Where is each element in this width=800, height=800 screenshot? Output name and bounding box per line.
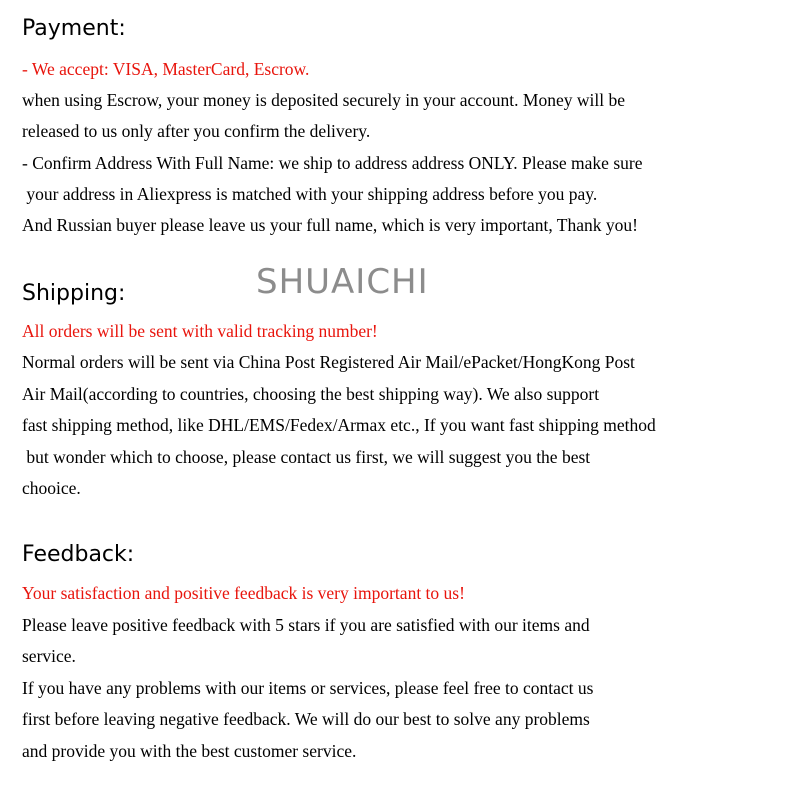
feedback-heading: Feedback:: [22, 542, 135, 567]
payment-line-russian-buyer: And Russian buyer please leave us your full name, which is very important, Thank you!: [22, 215, 638, 235]
payment-line-address-match: your address in Aliexpress is matched with your shipping address before you pay.: [22, 184, 598, 204]
feedback-line-five-stars: Please leave positive feedback with 5 stars if you are satisfied with our items and: [22, 615, 590, 635]
feedback-line-satisfaction: Your satisfaction and positive feedback is very important to us!: [22, 583, 465, 603]
payment-line-escrow: when using Escrow, your money is deposited securely in your account. Money will be: [22, 90, 625, 110]
feedback-line-problems: If you have any problems with our items or services, please feel free to contact us: [22, 678, 594, 698]
shipping-heading: Shipping:: [22, 281, 126, 306]
shipping-line-choice: chooice.: [22, 478, 81, 498]
brand-name: SHUAICHI: [256, 262, 429, 302]
payment-line-accepted-cards: - We accept: VISA, MasterCard, Escrow.: [22, 59, 310, 79]
shipping-line-contact: but wonder which to choose, please contact us first, we will suggest you the best: [22, 447, 591, 467]
feedback-line-best-service: and provide you with the best customer service.: [22, 741, 357, 761]
feedback-line-service: service.: [22, 646, 76, 666]
feedback-line-negative: first before leaving negative feedback. We will do our best to solve any problems: [22, 709, 590, 729]
payment-heading: Payment:: [22, 16, 126, 41]
shipping-line-fast-method: fast shipping method, like DHL/EMS/Fedex/Armax etc., If you want fast shipping method: [22, 415, 656, 435]
payment-line-confirm-address: - Confirm Address With Full Name: we ship to address address ONLY. Please make sure: [22, 153, 643, 173]
shipping-line-air-mail: Air Mail(according to countries, choosing the best shipping way). We also support: [22, 384, 600, 404]
payment-line-release: released to us only after you confirm the delivery.: [22, 121, 371, 141]
shipping-line-normal-orders: Normal orders will be sent via China Post Registered Air Mail/ePacket/HongKong Post: [22, 352, 635, 372]
shipping-line-tracking: All orders will be sent with valid tracking number!: [22, 321, 378, 341]
